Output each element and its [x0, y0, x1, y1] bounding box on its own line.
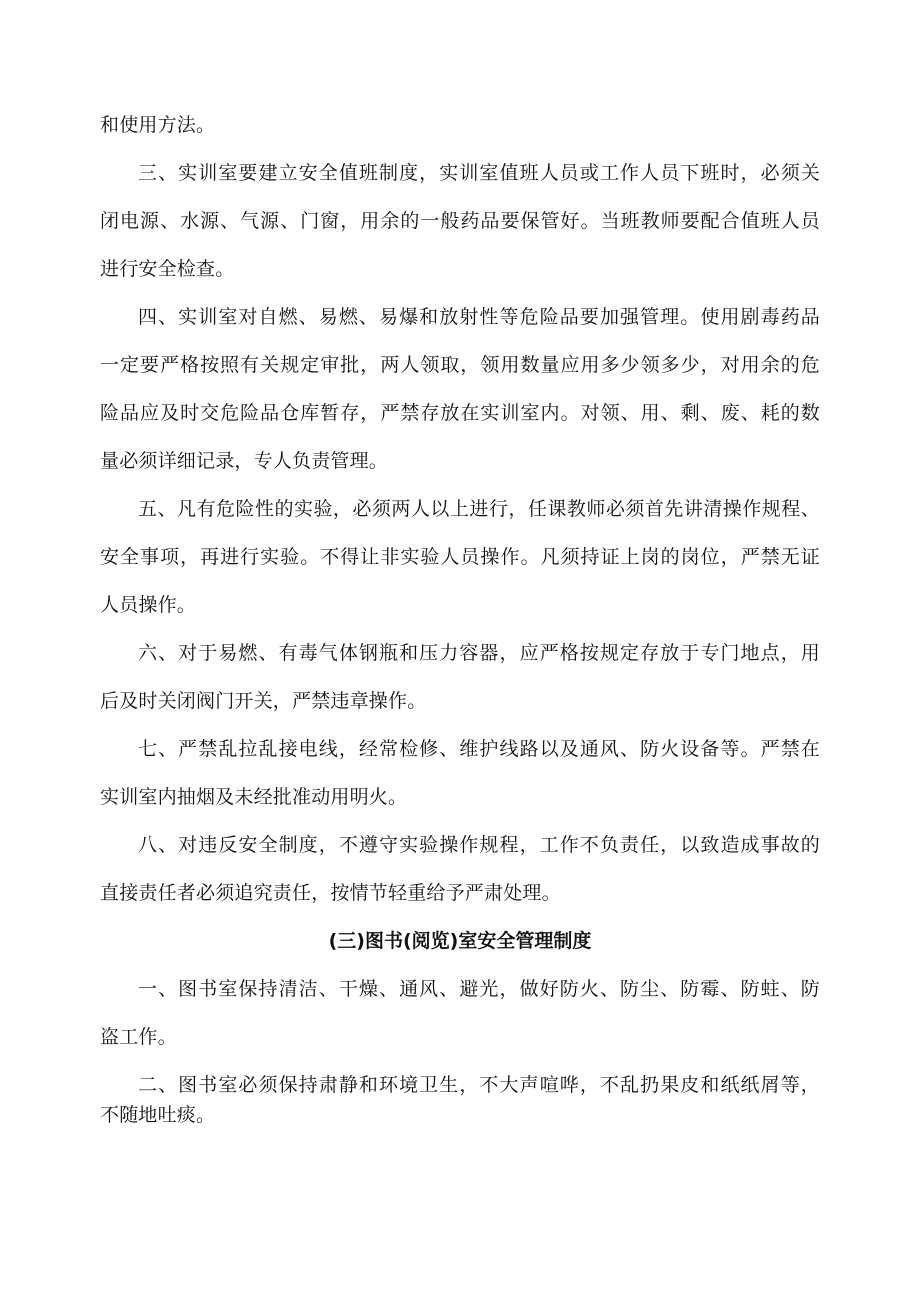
item5-line-3: 人员操作。	[100, 594, 197, 616]
item4-line-2: 一定要严格按照有关规定审批，两人领取，领用数量应用多少领多少，对用余的危	[100, 354, 820, 376]
item6-line-1: 六、对于易燃、有毒气体钢瓶和压力容器，应严格按规定存放于专门地点，用	[138, 642, 820, 664]
item5-line-2: 安全事项，再进行实验。不得让非实验人员操作。凡须持证上岗的岗位，严禁无证	[100, 546, 820, 568]
s3-item1-line-1: 一、图书室保持清洁、干燥、通风、避光，做好防火、防尘、防霉、防蛀、防	[138, 978, 820, 1000]
item3-line-3: 进行安全检查。	[100, 258, 235, 280]
item4-line-1: 四、实训室对自燃、易燃、易爆和放射性等危险品要加强管理。使用剧毒药品	[138, 306, 820, 328]
item6-line-2: 后及时关闭阀门开关，严禁违章操作。	[100, 690, 427, 712]
item8-line-2: 直接责任者必须追究责任，按情节轻重给予严肃处理。	[100, 882, 561, 904]
item4-line-4: 量必须详细记录，专人负责管理。	[100, 450, 389, 472]
item7-line-2: 实训室内抽烟及未经批准动用明火。	[100, 786, 408, 808]
item7-line-1: 七、严禁乱拉乱接电线，经常检修、维护线路以及通风、防火设备等。严禁在	[138, 738, 820, 760]
s3-item2-line-1: 二、图书室必须保持肃静和环境卫生，不大声喧哗，不乱扔果皮和纸纸屑等，	[138, 1074, 820, 1096]
s3-item2-line-2: 不随地吐痰。	[100, 1104, 216, 1126]
item8-line-1: 八、对违反安全制度，不遵守实验操作规程，工作不负责任，以致造成事故的	[138, 834, 820, 856]
s3-item1-line-2: 盗工作。	[100, 1026, 177, 1048]
section-three-heading: (三)图书(阅览)室安全管理制度	[328, 930, 592, 952]
item5-line-1: 五、凡有危险性的实验，必须两人以上进行，任课教师必须首先讲清操作规程、	[138, 498, 820, 520]
intro-tail-line: 和使用方法。	[100, 114, 216, 136]
item3-line-1: 三、实训室要建立安全值班制度，实训室值班人员或工作人员下班时，必须关	[138, 162, 820, 184]
item3-line-2: 闭电源、水源、气源、门窗，用余的一般药品要保管好。当班教师要配合值班人员	[100, 210, 820, 232]
item4-line-3: 险品应及时交危险品仓库暂存，严禁存放在实训室内。对领、用、剩、废、耗的数	[100, 402, 820, 424]
